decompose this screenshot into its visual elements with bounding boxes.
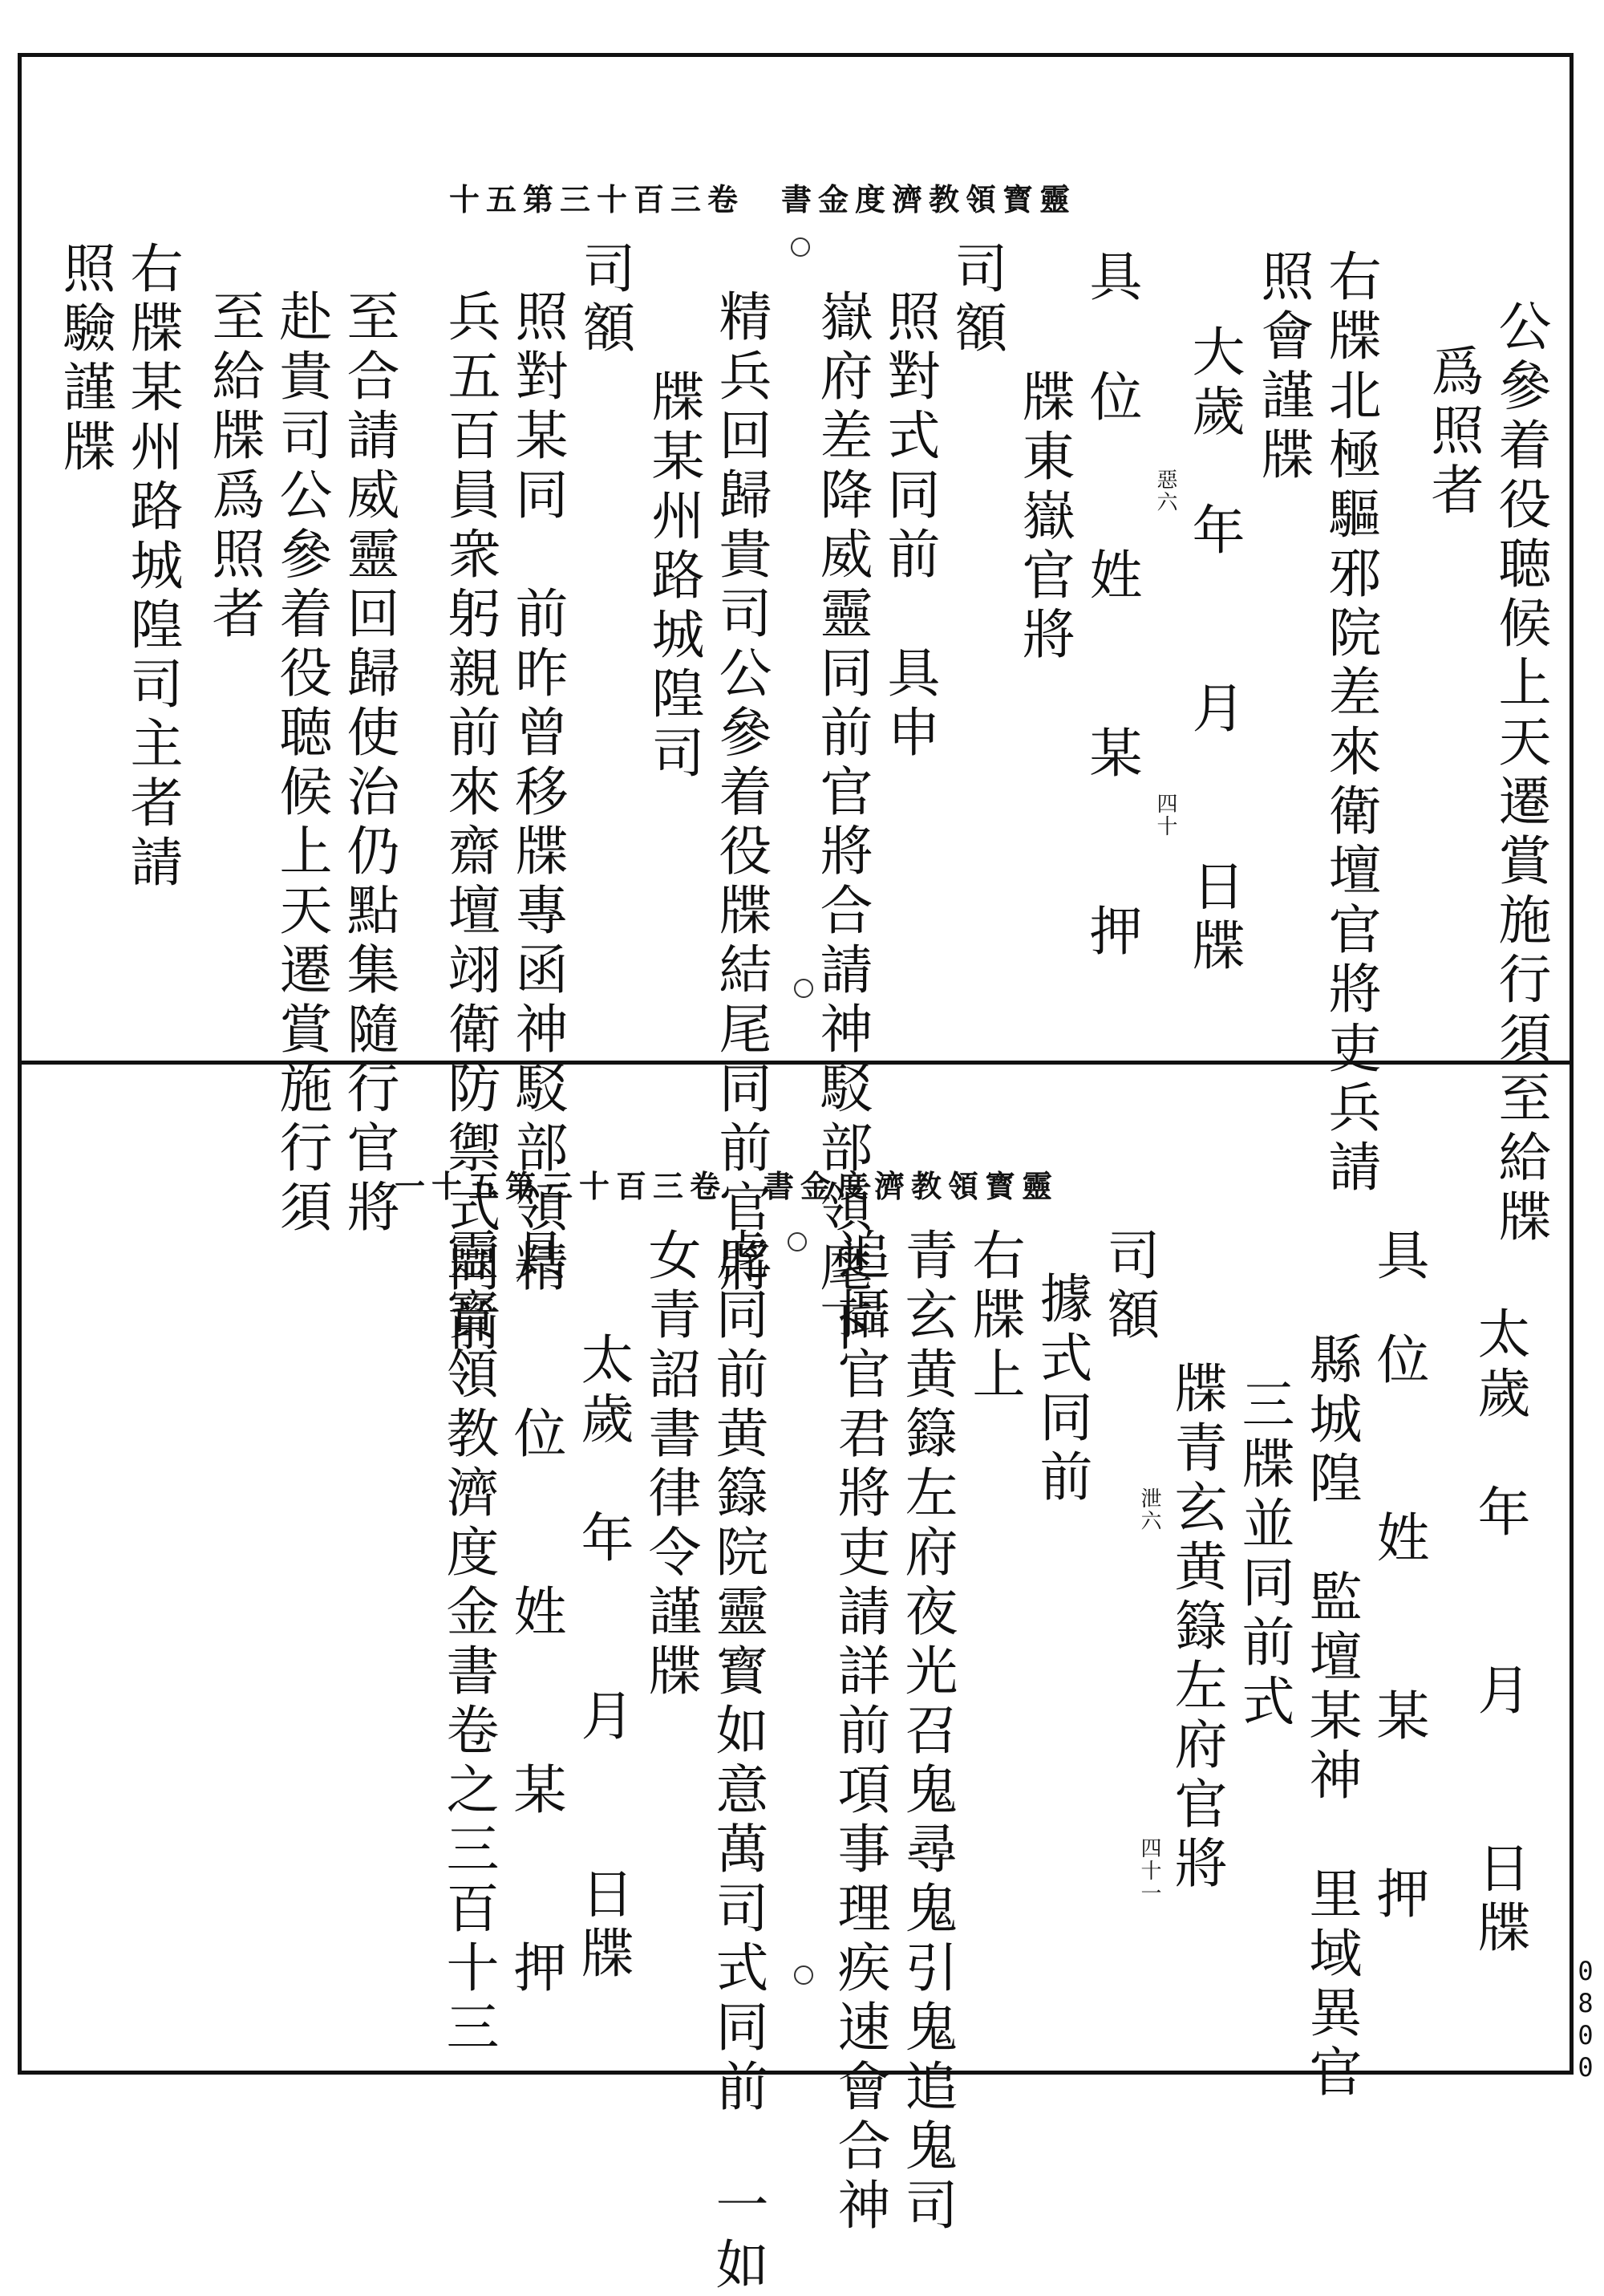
top-col-5: 大歲 年 月 日牒 (1183, 324, 1245, 977)
punch-hole-mark (794, 1965, 813, 1985)
top-col-12: 精兵回歸貴司公參着役牒結尾同前官將 (710, 289, 772, 1298)
top-col-15: 照對某同 前昨曾移牒專函神駁部領精 (506, 289, 568, 1298)
top-col-19: 至給牒爲照者 (203, 289, 265, 645)
top-col-2: 爲照者 (1422, 343, 1484, 521)
top-note-b: 四十 (1153, 793, 1177, 838)
top-header: 十五第三十百三卷 書金度濟教領寳靈 (449, 181, 1077, 217)
top-col-14: 司額 (573, 241, 635, 359)
punch-hole-mark (788, 1232, 807, 1251)
top-col-21: 照驗謹牒 (54, 241, 115, 478)
top-col-3: 右牒北極驅邪院差來衛壇官將吏兵請 (1319, 249, 1381, 1199)
bottom-col-14: 太歲 年 月 日牒 (572, 1332, 634, 1985)
top-col-10: 照對式同前 具申 (878, 289, 940, 764)
punch-hole-mark (791, 237, 810, 257)
bottom-note-b: 四十一 (1137, 1837, 1161, 1905)
bottom-col-5: 三牒並同前式 (1233, 1377, 1294, 1733)
bottom-col-10: 青玄黄籙左府夜光召鬼尋鬼引鬼追鬼司 (896, 1227, 958, 2237)
bottom-col-15: 具 位 姓 某 押 (504, 1227, 566, 1999)
top-col-9: 司額 (946, 241, 1007, 359)
bottom-col-12: 虎同前黄籙院靈寳如意萬司式同前 一如 (707, 1227, 768, 2296)
top-col-7: 位 姓 某 押 (1080, 369, 1142, 963)
bottom-col-8: 據式同前 (1031, 1271, 1092, 1508)
top-col-8: 牒東嶽官將 (1013, 369, 1075, 666)
page-number: 0800 (1570, 1956, 1601, 2084)
top-col-18: 赴貴司公參着役聴候上天遷賞施行須 (270, 289, 332, 1239)
bottom-col-11: 追攝官君將吏請詳前項事理疾速會合神 (828, 1227, 890, 2237)
top-col-6: 具 (1080, 249, 1142, 308)
top-col-13: 牒某州路城隍司 (642, 369, 704, 785)
top-col-1: 公參着役聴候上天遷賞施行須至給牒 (1489, 298, 1551, 1248)
bottom-col-13: 女青詔書律令謹牒 (639, 1227, 701, 1702)
top-col-11: 嶽府差降威靈同前官將合請神駁部領麾下 (811, 289, 873, 1357)
bottom-col-6: 牒青玄黄籙左府官將 (1165, 1361, 1227, 1895)
top-col-16: 兵五百員衆躬親前來齋壇翊衛防禦式同前 (439, 289, 500, 1357)
bottom-col-2: 具 (1367, 1227, 1429, 1287)
top-note-a: 惡六 (1153, 469, 1177, 513)
bottom-col-9: 右牒上 (963, 1227, 1025, 1406)
bottom-col-4: 縣城隍 監壇某神 里域異官 (1300, 1332, 1362, 2103)
bottom-note-a: 泄六 (1137, 1487, 1161, 1532)
bottom-col-7: 司額 (1098, 1227, 1160, 1346)
top-col-17: 至合請威靈回歸使治仍點集隨行官將 (338, 289, 399, 1239)
top-col-4: 照會謹牒 (1252, 249, 1314, 486)
bottom-col-3: 位 姓 某 押 (1367, 1332, 1429, 1925)
bottom-col-1: 太歲 年 月 日牒 (1468, 1306, 1530, 1959)
bottom-header: 一十五第三十百三卷 書金度濟教領寳靈 (395, 1168, 1059, 1204)
bottom-col-16: 靈寳領教濟度金書卷之三百十三 (437, 1227, 499, 2059)
punch-hole-mark (794, 979, 813, 998)
top-col-20: 右牒某州路城隍司主者請 (121, 241, 183, 894)
